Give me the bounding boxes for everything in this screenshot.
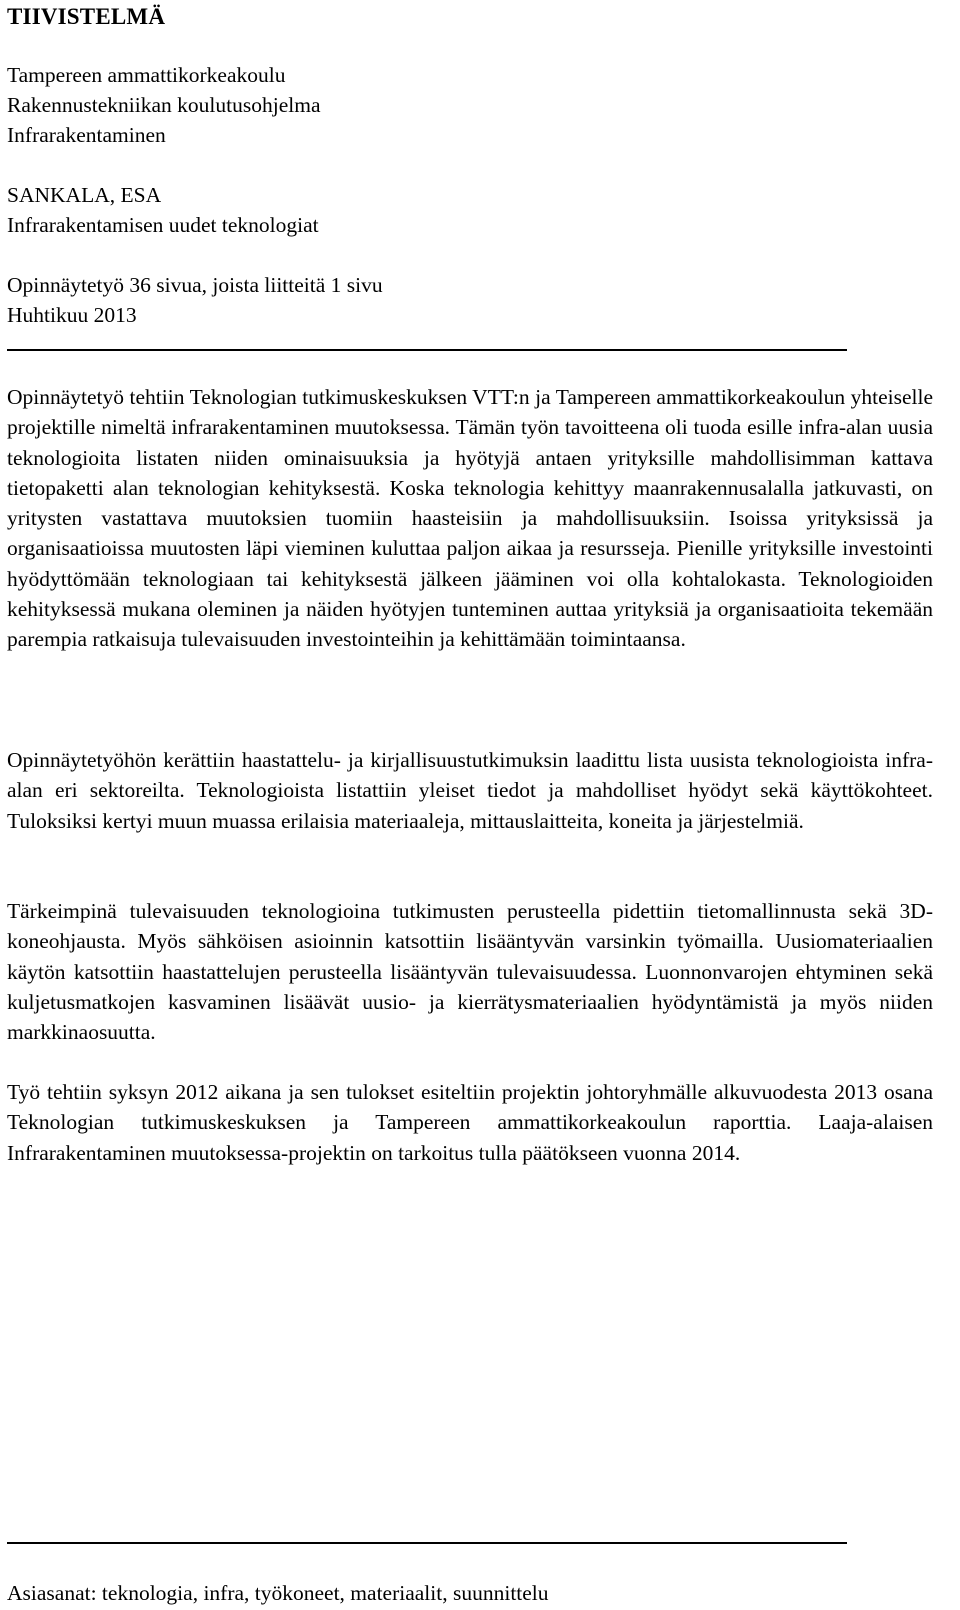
- page-title: TIIVISTELMÄ: [7, 4, 166, 29]
- details-block: [7, 270, 383, 330]
- footer-divider: [7, 1542, 847, 1544]
- abstract-paragraph-4: Työ tehtiin syksyn 2012 aikana ja sen tulokset esiteltiin projektin johtoryhmälle alkuvuodesta 2013 osana Teknologian tutkimuskeskuksen ja Tampereen ammattikorkeakoulun raporttia. Laaja-alaisen Infrarakentaminen muutoksessa-projektin on tarkoitus tulla päätökseen vuonna 2014.: [7, 1080, 933, 1165]
- author-name: SANKALA, ESA: [7, 183, 162, 207]
- abstract-paragraph-2: Opinnäytetyöhön kerättiin haastattelu- ja kirjallisuustutkimuksin laadittu lista uusista teknologioista infra-alan eri sektoreilta. Teknologioista listattiin yleiset tiedot ja mahdolliset hyödyt sekä käyttökohteet. Tuloksiksi kertyi muun muassa erilaisia materiaaleja, mittauslaitteita, koneita ja järjestelmiä.: [7, 748, 933, 833]
- keywords-line: Asiasanat: teknologia, infra, työkoneet, materiaalit, suunnittelu: [7, 1581, 549, 1605]
- page-count: Opinnäytetyö 36 sivua, joista liitteitä 1 sivu: [7, 273, 383, 297]
- thesis-title: Infrarakentamisen uudet teknologiat: [7, 213, 319, 237]
- thesis-block: [7, 180, 319, 240]
- school-name: Tampereen ammattikorkeakoulu: [7, 63, 286, 87]
- abstract-paragraph-3: Tärkeimpinä tulevaisuuden teknologioina tutkimusten perusteella pidettiin tietomallinnusta sekä 3D- koneohjausta. Myös sähköisen asioinnin katsottiin lisääntyvän varsinkin työmailla. Uusiomateriaalien käytön katsottiin haastattelujen perusteella lisääntyvän tulevaisuudessa. Luonnonvarojen ehtyminen sekä kuljetusmatkojen kasvaminen lisäävät uusio- ja kierrätysmateriaalien hyödyntämistä ja myös niiden markkinaosuutta.: [7, 899, 933, 1045]
- degree-programme: Rakennustekniikan koulutusohjelma: [7, 93, 321, 117]
- publication-date: Huhtikuu 2013: [7, 303, 137, 327]
- header-divider: [7, 349, 847, 351]
- specialisation: Infrarakentaminen: [7, 123, 166, 147]
- abstract-paragraph-1: Opinnäytetyö tehtiin Teknologian tutkimuskeskuksen VTT:n ja Tampereen ammattikorkeakoulun yhteiselle projektille nimeltä infrarakentaminen muutoksessa. Tämän työn tavoitteena oli tuoda esille infra-alan uusia teknologioita listaten niiden ominaisuuksia ja hyötyjä antaen yrityksille mahdollisimman kattava tietopaketti alan teknologian kehityksestä. Koska teknologia kehittyy maanrakennusalalla jatkuvasti, on yritysten vastattava muutoksien tuomiin haasteisiin ja mahdollisuuksiin. Isoissa yrityksissä ja organisaatioissa muutosten läpi vieminen kuluttaa paljon aikaa ja resursseja. Pienille yrityksille investointi hyödyttömään teknologiaan tai kehityksestä jälkeen jääminen voi olla kohtalokasta. Teknologioiden kehityksessä mukana oleminen ja näiden hyötyjen tunteminen auttaa yrityksiä ja organisaatioita tekemään parempia ratkaisuja tulevaisuuden investointeihin ja kehittämään toimintaansa.: [7, 385, 933, 652]
- institution-block: [7, 60, 321, 150]
